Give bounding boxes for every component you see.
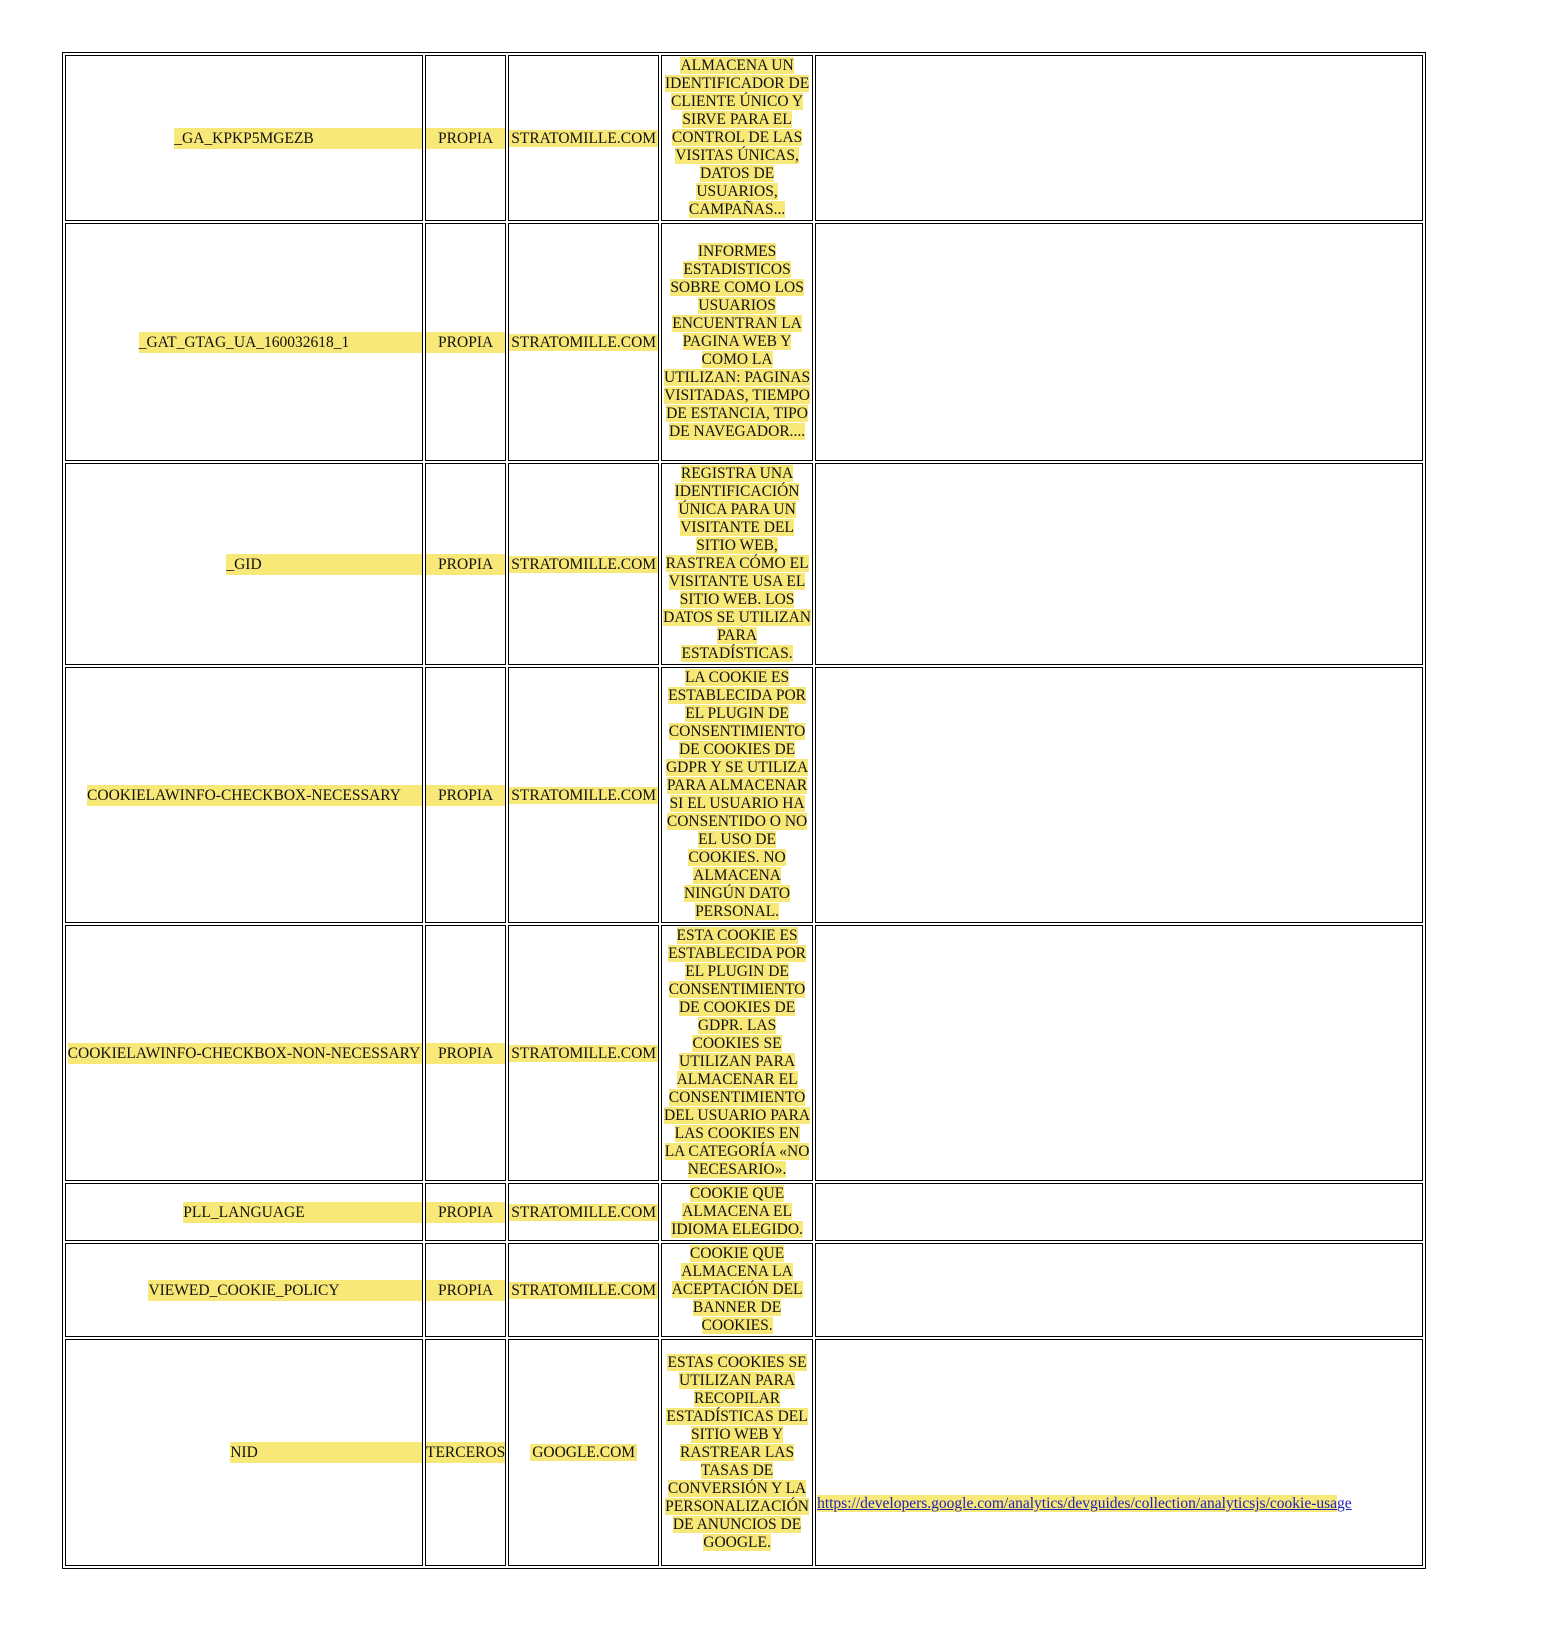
cookie-domain-cell [508, 1243, 659, 1337]
table-row [65, 1243, 1423, 1337]
cookie-type-cell [425, 223, 506, 461]
table-row [65, 1339, 1423, 1566]
cookie-type-cell [425, 463, 506, 665]
highlight-filler [262, 554, 422, 575]
cookie-description-highlight: ALMACENA UN IDENTIFICADOR DE CLIENTE ÚNICO Y SIRVE PARA EL CONTROL DE LAS VISITAS ÚNICAS, DATOS DE USUARIOS, CAMPAÑAS... [664, 57, 810, 218]
cookie-name-highlight: COOKIELAWINFO-CHECKBOX-NECESSARY [87, 786, 401, 804]
cookie-description-cell [661, 1243, 813, 1337]
cookie-info-cell [815, 667, 1423, 923]
cookie-name-highlight: _GAT_GTAG_UA_160032618_1 [138, 333, 350, 351]
cookie-name-cell [65, 463, 423, 665]
highlight-filler [349, 332, 422, 353]
cookie-domain-cell [508, 1339, 659, 1566]
cookie-description-cell [661, 223, 813, 461]
cookie-type-cell [425, 1339, 506, 1566]
cookie-description-highlight: COOKIE QUE ALMACENA EL IDIOMA ELEGIDO. [671, 1185, 803, 1238]
cookie-name-cell [65, 925, 423, 1181]
cookie-type-cell [425, 925, 506, 1181]
cookie-type-cell [425, 1243, 506, 1337]
link-highlighted-part: https://developers.google.com/analytics/devguides/collection/analyticsjs/cookie-usa [817, 1495, 1338, 1512]
cookie-name-highlight: PLL_LANGUAGE [183, 1203, 305, 1221]
cookie-domain-cell [508, 223, 659, 461]
table-row [65, 463, 1423, 665]
table-row [65, 55, 1423, 221]
cookie-name-cell [65, 55, 423, 221]
cookie-description-cell [661, 1339, 813, 1566]
cookie-name-cell [65, 1183, 423, 1241]
highlight-filler [305, 1202, 422, 1223]
cookie-description-highlight: LA COOKIE ES ESTABLECIDA POR EL PLUGIN DE CONSENTIMIENTO DE COOKIES DE GDPR Y SE UTILIZA PARA ALMACENAR SI EL USUARIO HA CONSENTIDO O NO EL USO DE COOKIES. NO ALMACENA NINGÚN DATO PERSONAL. [665, 669, 809, 920]
cookie-type-highlight: PROPIA [426, 1202, 505, 1223]
cookies-table [62, 52, 1426, 1569]
cookie-domain-highlight: STRATOMILLE.COM [511, 786, 657, 804]
table-row [65, 223, 1423, 461]
cookie-description-cell [661, 1183, 813, 1241]
cookie-domain-highlight: STRATOMILLE.COM [511, 333, 657, 351]
cookie-name-highlight: _GID [226, 555, 262, 573]
cookie-domain-cell [508, 925, 659, 1181]
cookie-type-highlight: PROPIA [426, 332, 505, 353]
cookie-description-highlight: ESTA COOKIE ES ESTABLECIDA POR EL PLUGIN DE CONSENTIMIENTO DE COOKIES DE GDPR. LAS COOKIES SE UTILIZAN PARA ALMACENAR EL CONSENTIMIENTO DEL USUARIO PARA LAS COOKIES EN LA CATEGORÍA «NO NECESARIO». [664, 927, 811, 1178]
highlight-filler [420, 1043, 422, 1064]
cookie-type-cell [425, 1183, 506, 1241]
cookie-info-cell [815, 1183, 1423, 1241]
link-plain-part: ge [1337, 1495, 1352, 1512]
cookie-name-highlight: VIEWED_COOKIE_POLICY [148, 1281, 340, 1299]
cookie-domain-highlight: STRATOMILLE.COM [511, 1281, 657, 1299]
cookie-info-cell [815, 1243, 1423, 1337]
cookie-info-cell [815, 55, 1423, 221]
cookie-description-cell [661, 925, 813, 1181]
cookie-description-highlight: INFORMES ESTADISTICOS SOBRE COMO LOS USUARIOS ENCUENTRAN LA PAGINA WEB Y COMO LA UTILIZAN: PAGINAS VISITADAS, TIEMPO DE ESTANCIA, TIPO DE NAVEGADOR.... [663, 243, 811, 440]
cookie-type-highlight: PROPIA [426, 785, 505, 806]
cookie-type-highlight: PROPIA [426, 1043, 505, 1064]
cookie-domain-cell [508, 55, 659, 221]
cookie-info-cell [815, 463, 1423, 665]
cookie-description-cell [661, 667, 813, 923]
cookie-type-cell [425, 667, 506, 923]
cookie-name-highlight: COOKIELAWINFO-CHECKBOX-NON-NECESSARY [67, 1044, 421, 1062]
highlight-filler [314, 128, 422, 149]
cookie-name-cell [65, 223, 423, 461]
cookie-name-highlight: NID [230, 1444, 258, 1461]
highlight-filler [401, 785, 422, 806]
cookie-domain-highlight: STRATOMILLE.COM [511, 555, 657, 573]
cookie-description-cell [661, 55, 813, 221]
cookie-domain-cell [508, 1183, 659, 1241]
cookie-domain-cell [508, 667, 659, 923]
highlight-filler [258, 1442, 422, 1463]
cookie-domain-cell [508, 463, 659, 665]
cookie-type-highlight: PROPIA [426, 554, 505, 575]
cookie-description-highlight: COOKIE QUE ALMACENA LA ACEPTACIÓN DEL BANNER DE COOKIES. [671, 1245, 803, 1334]
cookie-info-cell [815, 1339, 1423, 1566]
cookie-usage-link[interactable] [817, 1495, 1352, 1512]
cookie-info-cell [815, 223, 1423, 461]
cookie-name-cell [65, 1243, 423, 1337]
cookie-description-highlight: REGISTRA UNA IDENTIFICACIÓN ÚNICA PARA UN VISITANTE DEL SITIO WEB, RASTREA CÓMO EL VISITANTE USA EL SITIO WEB. LOS DATOS SE UTILIZAN PARA ESTADÍSTICAS. [663, 465, 811, 662]
cookie-name-highlight: _GA_KPKP5MGEZB [174, 129, 314, 147]
table-row [65, 667, 1423, 923]
table-row [65, 1183, 1423, 1241]
cookie-domain-highlight: STRATOMILLE.COM [511, 1044, 657, 1062]
cookie-domain-highlight: STRATOMILLE.COM [511, 1203, 657, 1221]
highlight-filler [340, 1280, 422, 1301]
table-row [65, 925, 1423, 1181]
cookie-domain-highlight: GOOGLE.COM [532, 1444, 636, 1461]
cookie-info-cell [815, 925, 1423, 1181]
cookie-description-cell [661, 463, 813, 665]
cookie-type-highlight: PROPIA [426, 1280, 505, 1301]
cookie-description-highlight: ESTAS COOKIES SE UTILIZAN PARA RECOPILAR ESTADÍSTICAS DEL SITIO WEB Y RASTREAR LAS TASAS DE CONVERSIÓN Y LA PERSONALIZACIÓN DE ANUNCIOS DE GOOGLE. [665, 1353, 809, 1551]
cookie-domain-highlight: STRATOMILLE.COM [511, 129, 657, 147]
cookie-name-cell [65, 667, 423, 923]
cookie-type-cell [425, 55, 506, 221]
cookie-type-highlight: PROPIA [426, 128, 505, 149]
cookie-name-cell [65, 1339, 423, 1566]
cookie-type-highlight: TERCEROS [426, 1444, 506, 1461]
